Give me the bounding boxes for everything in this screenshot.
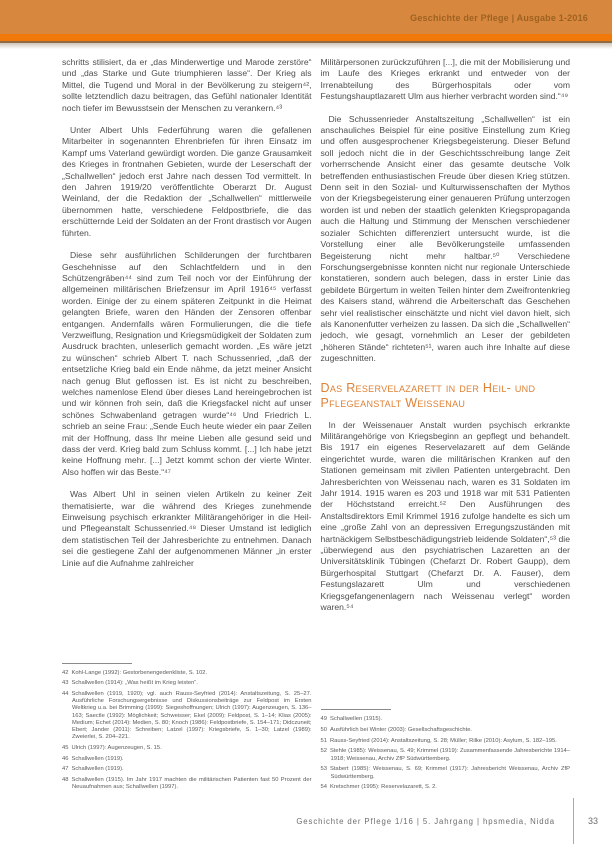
footnote	[321, 727, 571, 734]
footnote-number: 43	[62, 680, 69, 687]
header-bar	[0, 0, 612, 34]
footnote	[321, 738, 571, 745]
footnote	[62, 680, 312, 687]
footnote-text: Schallwellen (1915). Im Jahr 1917 machten die militärischen Patienten fast 50 Prozent der Neuaufnahmen aus; Schallwellen (1997).	[71, 777, 312, 791]
footnote-number: 46	[62, 755, 69, 762]
footnote-text: Ulrich (1997): Augenzeugen, S. 15.	[71, 744, 162, 751]
footnote-rule	[321, 709, 391, 710]
section-heading: Das Reservelazarett in der Heil- und Pflegeanstalt Weissenau	[320, 380, 536, 410]
footnote	[321, 716, 571, 723]
footnote-number: 53	[320, 766, 327, 773]
article-body	[62, 57, 570, 795]
journal-header-title: Geschichte der Pflege | Ausgabe 1-2016	[410, 13, 588, 23]
footnote	[62, 756, 312, 763]
footnote	[62, 691, 312, 741]
footer-journal-line: Geschichte der Pflege 1/16 | 5. Jahrgang | hpsmedia, Nidda	[296, 816, 555, 826]
footnote-number: 45	[62, 744, 69, 751]
footnote-number: 47	[62, 766, 69, 773]
paragraph: In der Weissenauer Anstalt wurden psychisch erkrankte Militärangehörige von Kriegsbeginn an gepflegt und behandelt. Bis 1917 ein eigenes Reservelazarett auf dem Gelände eingerichtet wurde, waren die militärischen Kranken auf den Stationen gemeinsam mit zivilen Patienten untergebracht. Den Jahresberichten von Weissenau nach, waren es 31 Soldaten im Jahr 1914. 1915 waren es 203 und 1918 war mit 531 Patienten der Höchststand erreicht.⁵² Den Ausführungen des Anstaltsdirektors Emil Krimmel 1916 zufolge handelte es sich um eine „große Zahl von an depressiven Erregungszuständen mit hartnäckigem Selbstbeschädigungstrieb leidende Soldaten“,⁵³ die „überwiegend aus den psychiatrischen Lazaretten an der Universitätsklinik Tübingen (Chefarzt Dr. Robert Gaupp), dem Bürgerhospital Stuttgart (Chefarzt Dr. A. Fauser), dem Festungslazarett Ulm und verschiedenen Kriegsgefangenenlagern nach Weissenau verlegt“ worden waren.⁵⁴	[320, 419, 570, 613]
footnote-number: 51	[320, 737, 327, 744]
footnote-number: 42	[62, 669, 69, 676]
header-accent-stripe	[0, 34, 612, 41]
footnote-number: 54	[320, 784, 327, 791]
footnotes-left	[62, 663, 312, 795]
footnote-text: Rauss-Seyfried (2014): Anstaltszeitung, S. 28; Müller; Rilke (2010): Asylum, S. 182–195.	[329, 737, 557, 744]
footnote-number: 49	[320, 716, 327, 723]
page-number: 33	[587, 816, 598, 826]
footnote	[62, 745, 312, 752]
footnote	[321, 766, 571, 780]
footnote-number: 48	[62, 777, 69, 784]
footnote-text: Stabert (1985): Weissenau, S. 69; Krimmel (1917): Jahresbericht Weissenau, Archiv ZfP Südwürttemberg.	[329, 766, 570, 780]
footnote-text: Kretschmer (1995): Reservelazarett, S. 2.	[329, 784, 437, 791]
header-shadow	[0, 43, 612, 49]
footnote	[62, 766, 312, 773]
footnote-text: Schallwellen (1914): „Was heißt im Krieg leisten“.	[71, 680, 198, 687]
footnote-text: Kohl-Lange (1992): Gestorbenengedenkliste, S. 102.	[71, 669, 208, 676]
paragraph: Unter Albert Uhls Federführung waren die gefallenen Mitarbeiter in sogenannten Ehrenbriefen für ihren Einsatz im Kampf ums Vaterland gewürdigt worden. Die ganze Grausamkeit des Krieges in frontnahen Gebieten, wurde der Leserschaft der „Schallwellen“ jedoch erst Jahre nach dessen Tod vermittelt. In den Jahren 1919/20 veröffentlichte Oberarzt Dr. August Weinland, der die Redaktion der „Schallwellen“ mittlerweile übernommen hatte, verschiedene Feldpostbriefe, die das erschütternde Leid der Soldaten an der Front drastisch vor Augen führten.	[62, 125, 312, 238]
footnotes-right	[321, 709, 571, 795]
footnote	[62, 777, 312, 791]
paragraph: Militärpersonen zurückzuführen [...], die mit der Mobilisierung und im Laufe des Krieges erkrankt und entweder von der Irrenabteilung des Bürgerhospitals oder vom Festungshauptlazarett Ulm aus hierher verbracht worden sind.“⁴⁹	[320, 57, 570, 102]
paragraph: Was Albert Uhl in seinen vielen Artikeln zu keiner Zeit thematisierte, war die während des Krieges zunehmende Einweisung psychisch erkrankter Militärangehöriger in die Heil- und Pflegeanstalt Schussenried.⁴⁸ Dieser Umstand ist lediglich dem statistischen Teil der Jahresberichte zu entnehmen. Danach sei die gestiegene Zahl der aufgenommenen Männer „in erster Linie auf die Aufnahme zahlreicher	[62, 489, 312, 568]
footnote-text: Schallwellen (1919, 1920); vgl. auch Rauss-Seyfried (2014): Anstaltszeitung, S. 25–27. Ausführliche Forschungsergebnisse und Diskussionsbeiträge zur Feldpost im Ersten Weltkrieg u.a. bei Brimming (1999): Siegeshoffnungen; Ulrich (1997): Augenzeugen, S. 136–163; Saectle (1992): Möglichkeit; Schweisser; Ekel (2009): Feldpost, S. 1–14; Klias (2005): Medium; Echet (2014): Medien, S. 80; Knoch (1986): Feldpostbriefe, S. 154–171; Didczuneit; Ebert; Jander (2011): Schreiben; Latzel (1997): Kriegsbriefe, S. 1–30; Latzel (1989): Zweierlei, S. 204–221.	[71, 691, 312, 741]
footnote-number: 44	[62, 691, 69, 698]
footnote	[321, 784, 571, 791]
footnote-number: 50	[320, 727, 327, 734]
footnote-text: Schallwellen (1915).	[329, 716, 383, 723]
right-column	[321, 57, 571, 795]
paragraph: Die Schussenrieder Anstaltszeitung „Schallwellen“ ist ein anschauliches Beispiel für eine positive Einstellung zum Krieg und offen ausgesprochener Kriegsbegeisterung. Dieser Befund soll jedoch nicht die in der Geschichtsschreibung lange Zeit vorherrschende Ansicht einer das gesamte deutsche Volk betreffenden enthusiastischen Freude über diesen Krieg stützen. Denn seit in den Sozial- und Kulturwissenschaften der Mythos von der Kriegsbegeisterung einer genaueren Prüfung unterzogen worden ist und neben der staatlich gelenkten Kriegspropaganda auch die Haltung und Stimmung der Menschen verschiedener sozialer Schichten differenziert untersucht wurde, ist die Vorstellung einer alle Bevölkerungsteile umfassenden Begeisterung nicht mehr haltbar.⁵⁰ Verschiedene Forschungsergebnisse konnten nicht nur regionale Unterschiede konstatieren, sondern auch belegen, dass in erster Linie das gebildete Bürgertum in weiten Teilen hinter dem Zweifrontenkrieg des Kaisers stand, während die Arbeiterschaft das Geschehen sehr viel realistischer einschätzte und nicht viel davon hielt, sich als Kanonenfutter verheizen zu lassen. Da sich die „Schallwellen“ jedoch, wie gesagt, vornehmlich an Leser der gebildeten „höheren Stände“ richteten⁵¹, waren auch ihre Inhalte auf diese zugeschnitten.	[320, 113, 570, 364]
footnote-text: Ausführlich bei Winter (2003): Gesellschaftsgeschichte.	[329, 727, 473, 734]
footnote	[321, 748, 571, 762]
footnote	[62, 670, 312, 677]
page-footer	[0, 798, 612, 844]
footnote-number: 52	[320, 748, 327, 755]
footnote-text: Schallwellen (1919).	[71, 766, 124, 773]
footnote-text: Stehle (1985): Weissenau, S. 49; Krimmel (1919): Zusammenfassende Jahresberichte 1914–1918; Weissenau, Archiv ZfP Südwürttemberg.	[329, 748, 570, 762]
paragraph: Diese sehr ausführlichen Schilderungen der furchtbaren Geschehnisse auf den Schlachtfeldern und in den Schützengräben⁴⁴ sind zum Teil noch vor der Einführung der allgemeinen militärischen Briefzensur im April 1916⁴⁵ verfasst worden. Einige der zu einem späteren Zeitpunkt in die Heimat gelangten Briefe, waren den Händen der Zensoren offenbar entgangen. Andernfalls wären Formulierungen, die die tiefe Verzweiflung, Resignation und Kriegsmüdigkeit der Soldaten zum Ausdruck brachten, unleserlich gemacht worden. „Es wäre jetzt zu wünschen“ schrieb Albert T. nach Schussenried, „daß der entsetzliche Krieg bald ein Ende nähme, da jetzt meiner Ansicht nach genug Blut geflossen ist. Es ist nicht zu beschreiben, welches namenlose Elend über dieses Land hereingebrochen ist und wir können froh sein, daß die Kriegsfackel nicht auf unser schönes Schwabenland getragen wurde“⁴⁶ Und Friedrich L. schrieb an seine Frau: „Sende Euch heute wieder ein paar Zeilen mit der Hoffnung, dass Ihr meine Lieben alle gesund seid und dass der verd. Krieg bald zum Schluss kommt. [...] Ich habe jetzt keine Hoffnung mehr. [...] Jetzt kommt schon der vierte Winter. Also hoffen wir das Beste.“⁴⁷	[62, 250, 312, 477]
paragraph: schritts stilisiert, da er „das Minderwertige und Marode zerstöre“ und „das Starke und Gute triumphieren lasse“. Der Krieg als Mittel, die Tugend und Moral in der Bevölkerung zu steigern⁴², sollte letztendlich dazu beitragen, das Gefühl nationaler Identität noch tiefer im Bewusstsein der Menschen zu verankern.⁴³	[62, 57, 312, 113]
footnote-text: Schallwellen (1919).	[71, 755, 124, 762]
footnote-rule	[62, 663, 132, 664]
left-column	[62, 57, 312, 795]
